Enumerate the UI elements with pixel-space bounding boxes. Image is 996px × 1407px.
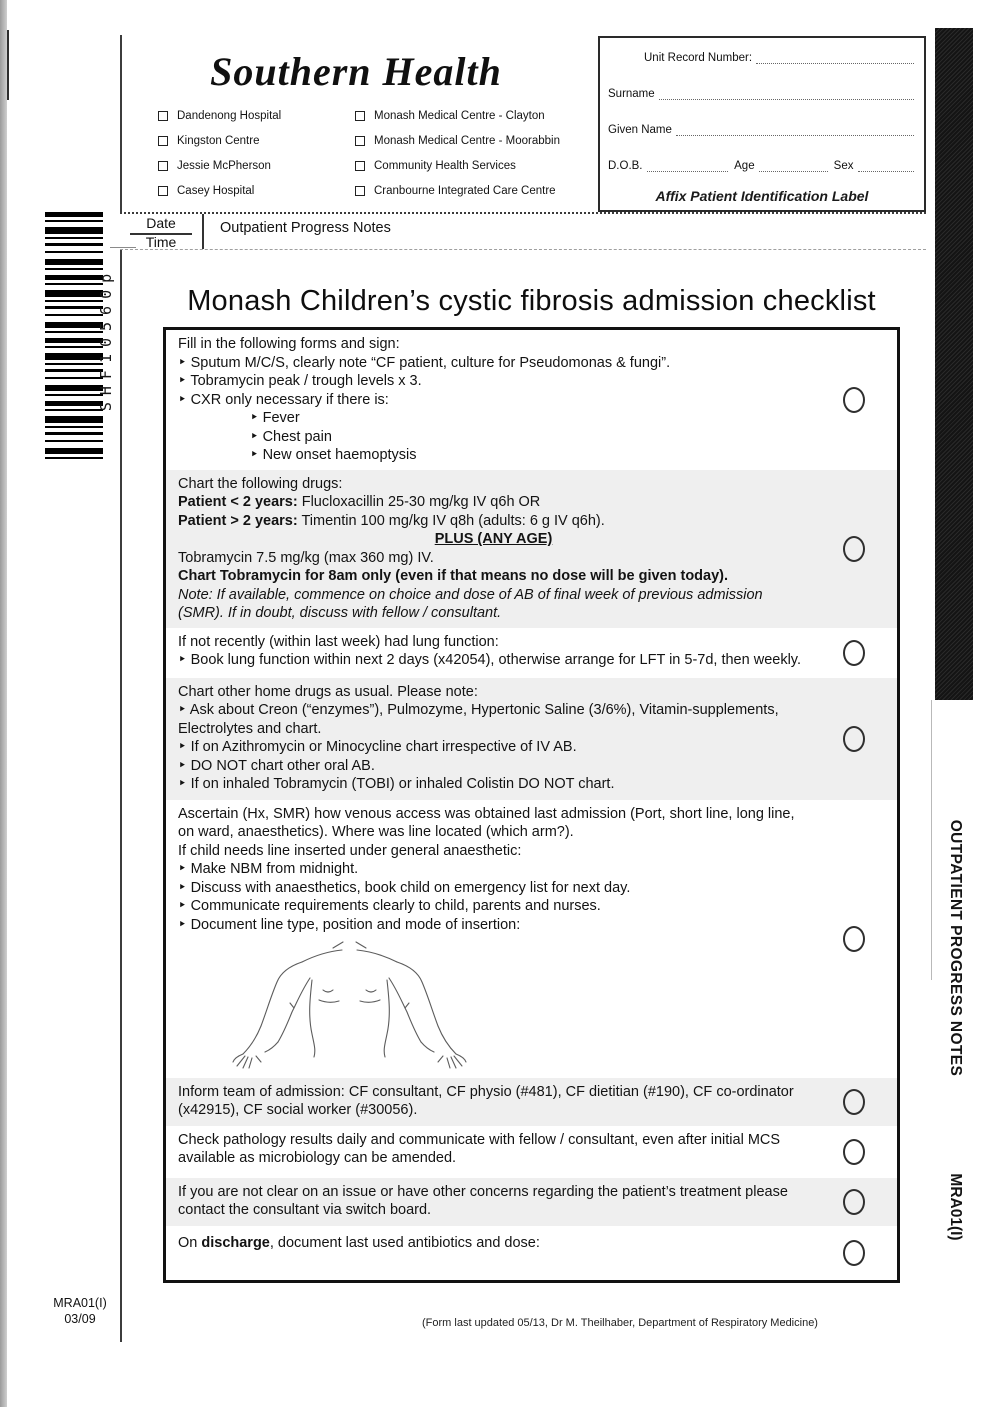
checklist-line xyxy=(178,493,809,512)
check-circle[interactable] xyxy=(843,1189,865,1215)
section-contact-consultant xyxy=(166,1178,897,1226)
checklist-line: Fill in the following forms and sign: xyxy=(178,336,400,352)
right-faint-line xyxy=(931,700,932,980)
scan-artifact xyxy=(7,30,9,100)
age-rule-bold: Patient > 2 years: xyxy=(178,512,298,529)
check-circle[interactable] xyxy=(843,387,865,413)
body-diagram xyxy=(230,937,470,1069)
unit-record-number-label: Unit Record Number: xyxy=(644,52,753,64)
section-chart-drugs xyxy=(166,470,897,628)
footer-revision: 03/09 xyxy=(64,1312,96,1326)
check-circle[interactable] xyxy=(843,1240,865,1266)
sidebar-form-code: MRA01(I) xyxy=(947,1173,964,1241)
checklist-line: ‣ DO NOT chart other oral AB. xyxy=(178,757,375,774)
checklist-line: Chart the following drugs: xyxy=(178,475,343,492)
hospital-option-jessie-mcpherson[interactable] xyxy=(158,153,348,178)
checklist-line: If not recently (within last week) had lung function: xyxy=(178,633,499,650)
hospital-option-mmc-clayton[interactable] xyxy=(355,103,585,128)
checklist-line: ‣ Ask about Creon (“enzymes”), Pulmozyme, Hypertonic Saline (3/6%), Vitamin-supplements, Electrolytes and chart. xyxy=(178,702,779,737)
age-rule-text: Flucloxacillin 25-30 mg/kg IV q6h OR xyxy=(297,494,541,510)
sex-label: Sex xyxy=(833,160,854,172)
date-time-cell xyxy=(120,214,204,249)
discharge-prefix: On xyxy=(178,1234,202,1251)
section-lung-function xyxy=(166,628,897,678)
surname-label: Surname xyxy=(608,88,655,100)
discharge-bold: discharge xyxy=(201,1234,270,1251)
checklist-line: Chart other home drugs as usual. Please note: xyxy=(178,683,478,700)
checkbox-icon[interactable] xyxy=(355,161,365,171)
checkbox-icon[interactable] xyxy=(355,136,365,146)
age-rule-bold: Patient < 2 years: xyxy=(178,494,298,510)
surname-row xyxy=(608,88,914,100)
progress-notes-title: Outpatient Progress Notes xyxy=(220,220,391,236)
patient-identification-panel xyxy=(598,36,926,212)
tobramycin-italic-note: Note: If available, commence on choice and dose of AB of final week of previous admission (SMR). If in doubt, discuss with fellow / consultant. xyxy=(178,586,763,621)
age-field[interactable] xyxy=(759,160,828,172)
sidebar-vertical-title-wrap xyxy=(937,812,973,1084)
section-pathology-results xyxy=(166,1126,897,1178)
checklist-line: ‣ Book lung function within next 2 days (x42054), otherwise arrange for LFT in 5-7d, then weekly. xyxy=(178,652,801,668)
given-name-row xyxy=(608,124,914,136)
checklist-line: Inform team of admission: CF consultant, CF physio (#481), CF dietitian (#190), CF co-ordinator (x42915), CF social worker (#30056). xyxy=(178,1083,794,1118)
hospital-checkbox-column-1 xyxy=(158,103,348,203)
hospital-label: Dandenong Hospital xyxy=(177,109,282,122)
checklist-line: ‣ Discuss with anaesthetics, book child on emergency list for next day. xyxy=(178,879,631,896)
checkbox-icon[interactable] xyxy=(158,186,168,196)
section-home-drugs xyxy=(166,678,897,800)
date-label: Date xyxy=(146,215,176,231)
section-discharge xyxy=(166,1226,897,1280)
age-rule-text: Timentin 100 mg/kg IV q8h (adults: 6 g IV q6h). xyxy=(297,512,605,529)
check-circle[interactable] xyxy=(843,1139,865,1165)
hospital-option-dandenong[interactable] xyxy=(158,103,348,128)
barcode-label-wrap xyxy=(90,212,122,466)
surname-field[interactable] xyxy=(659,88,914,100)
hospital-label: Jessie McPherson xyxy=(177,159,271,172)
checklist-subline: ‣ Fever xyxy=(250,410,300,426)
hospital-option-mmc-moorabbin[interactable] xyxy=(355,128,585,153)
hospital-option-kingston[interactable] xyxy=(158,128,348,153)
checklist-line: ‣ Sputum M/C/S, clearly note “CF patient, culture for Pseudomonas & fungi”. xyxy=(178,354,671,371)
plus-any-age-heading: PLUS (ANY AGE) xyxy=(434,531,553,547)
barcode-tick-line xyxy=(110,247,136,248)
discharge-suffix: , document last used antibiotics and dose: xyxy=(269,1234,540,1251)
section-inform-team xyxy=(166,1078,897,1126)
checklist-subline: ‣ Chest pain xyxy=(250,428,332,445)
sex-field[interactable] xyxy=(858,160,915,172)
checklist-line xyxy=(178,1234,809,1253)
checkbox-icon[interactable] xyxy=(355,111,365,121)
checklist-line: ‣ Tobramycin peak / trough levels x 3. xyxy=(178,373,422,389)
checklist-line: Tobramycin 7.5 mg/kg (max 360 mg) IV. xyxy=(178,549,434,566)
time-label: Time xyxy=(145,234,177,250)
checklist-line: ‣ If on Azithromycin or Minocycline chart irrespective of IV AB. xyxy=(178,739,577,755)
check-circle[interactable] xyxy=(843,1089,865,1115)
scanned-page-edge xyxy=(0,0,7,1407)
hospital-label: Monash Medical Centre - Clayton xyxy=(374,109,545,122)
check-circle[interactable] xyxy=(843,640,865,666)
unit-record-number-field[interactable] xyxy=(756,52,914,64)
checklist-line: ‣ If on inhaled Tobramycin (TOBI) or inhaled Colistin DO NOT chart. xyxy=(178,776,615,792)
checklist-line: ‣ Communicate requirements clearly to child, parents and nurses. xyxy=(178,898,601,914)
hospital-label: Casey Hospital xyxy=(177,184,255,197)
age-label: Age xyxy=(734,160,755,172)
dob-age-sex-row xyxy=(608,160,914,172)
checklist-subline: ‣ New onset haemoptysis xyxy=(250,447,417,463)
checkbox-icon[interactable] xyxy=(158,136,168,146)
given-name-label: Given Name xyxy=(608,124,672,136)
tobramycin-bold-note: Chart Tobramycin for 8am only (even if that means no dose will be given today). xyxy=(178,568,729,584)
check-circle[interactable] xyxy=(843,926,865,952)
footer-update-note: (Form last updated 05/13, Dr M. Theilhaber, Department of Respiratory Medicine) xyxy=(422,1317,818,1329)
hospital-label: Community Health Services xyxy=(374,159,516,172)
check-circle[interactable] xyxy=(843,536,865,562)
southern-health-logo: Southern Health xyxy=(210,49,502,94)
hospital-checkbox-column-2 xyxy=(355,103,585,203)
footer-form-code: MRA01(I) xyxy=(53,1296,107,1310)
hospital-option-community-health[interactable] xyxy=(355,153,585,178)
dob-field[interactable] xyxy=(647,160,729,172)
footer-form-code-block xyxy=(38,1295,122,1327)
hospital-label: Kingston Centre xyxy=(177,134,260,147)
hospital-option-casey[interactable] xyxy=(158,178,348,203)
checklist-line: If you are not clear on an issue or have other concerns regarding the patient’s treatment please contact the consultant via switch board. xyxy=(178,1183,788,1218)
hospital-label: Monash Medical Centre - Moorabbin xyxy=(374,134,561,147)
barcode-code-text: SHF10560p xyxy=(97,266,115,412)
hospital-option-cranbourne[interactable] xyxy=(355,178,585,203)
affix-label-instruction: Affix Patient Identification Label xyxy=(655,188,869,204)
section-forms-and-sign xyxy=(166,330,897,470)
checklist-line: Check pathology results daily and communicate with fellow / consultant, even after initial MCS available as microbiology can be amended. xyxy=(178,1131,781,1166)
unit-record-number-row xyxy=(644,52,914,64)
checklist-line: ‣ Document line type, position and mode of insertion: xyxy=(178,916,521,933)
progress-notes-header-row xyxy=(120,212,926,250)
hospital-label: Cranbourne Integrated Care Centre xyxy=(374,184,556,197)
checklist-line xyxy=(178,512,809,531)
checkbox-icon[interactable] xyxy=(355,186,365,196)
checkbox-icon[interactable] xyxy=(158,161,168,171)
sidebar-form-code-wrap xyxy=(937,1166,973,1248)
given-name-field[interactable] xyxy=(676,124,914,136)
right-black-binding-bar xyxy=(935,28,973,700)
checklist-line: Ascertain (Hx, SMR) how venous access was obtained last admission (Port, short line, long line, on ward, anaesthetics). Where was line located (which arm?). xyxy=(178,805,795,840)
section-venous-access xyxy=(166,800,897,1078)
checklist-line: ‣ CXR only necessary if there is: xyxy=(178,391,389,408)
checklist-title: Monash Children’s cystic fibrosis admission checklist xyxy=(187,285,876,317)
dob-label: D.O.B. xyxy=(608,160,643,172)
checkbox-icon[interactable] xyxy=(158,111,168,121)
sidebar-vertical-title: OUTPATIENT PROGRESS NOTES xyxy=(947,819,964,1077)
checklist-line: If child needs line inserted under general anaesthetic: xyxy=(178,842,522,859)
checklist-box xyxy=(163,327,900,1283)
check-circle[interactable] xyxy=(843,726,865,752)
checklist-line: ‣ Make NBM from midnight. xyxy=(178,861,359,877)
